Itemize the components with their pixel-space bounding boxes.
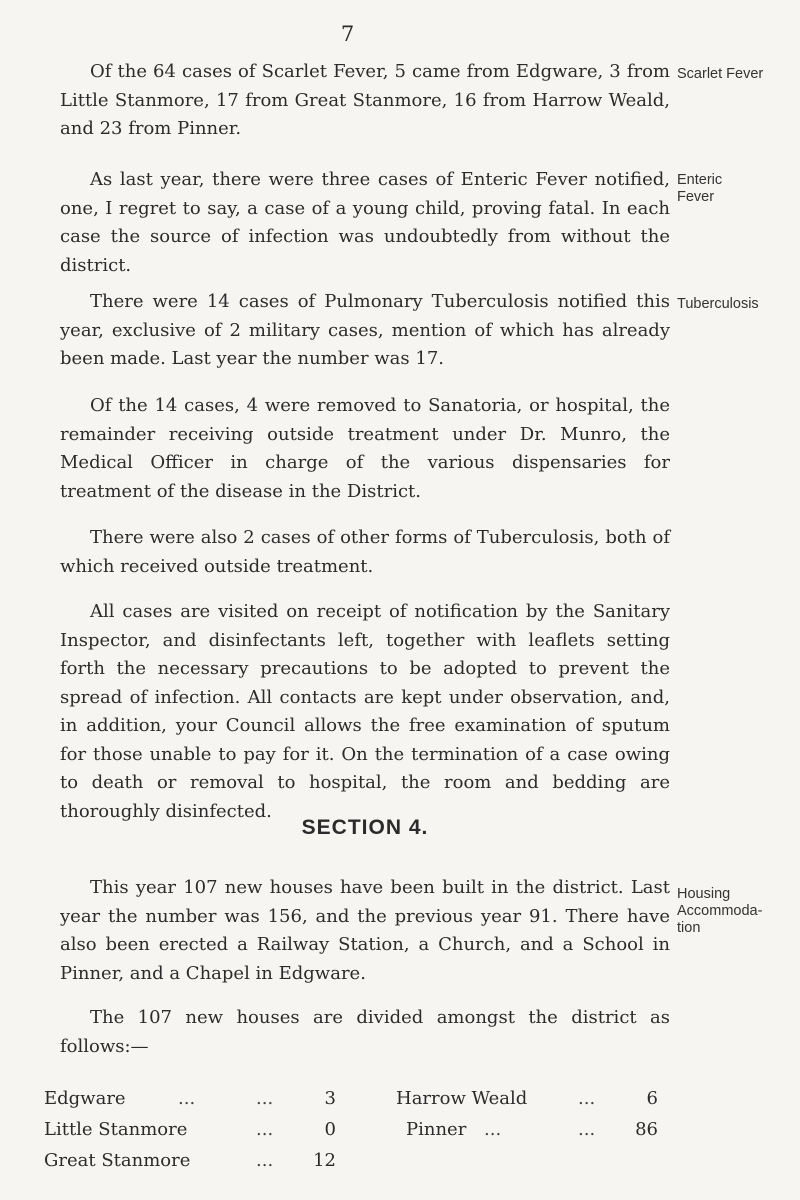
table-row bbox=[44, 1150, 670, 1181]
margin-note-housing: Housing Accommoda-tion bbox=[677, 886, 763, 936]
leader-dots: ... bbox=[256, 1119, 274, 1140]
section-heading: SECTION 4. bbox=[301, 816, 429, 839]
margin-note-scarlet-fever: Scarlet Fever bbox=[677, 66, 764, 82]
house-count: 12 bbox=[313, 1150, 336, 1171]
housing-distribution-table bbox=[44, 1088, 670, 1181]
leader-dots: ... bbox=[578, 1088, 596, 1109]
table-row bbox=[44, 1088, 670, 1119]
paragraph-notification-procedure: All cases are visited on receipt of notification by the Sanitary Inspector, and disinfectants left, together with leaflets setting forth the necessary precautions to be adopted to prevent the spread of infection. All contacts are kept under observation, and, in addition, your Council allows the free examination of sputum for those unable to pay for it. On the termination of a case owing to death or removal to hospital, the room and bedding are thoroughly disinfected. bbox=[60, 601, 670, 822]
paragraph-sanatoria: Of the 14 cases, 4 were removed to Sanatoria, or hospital, the remainder receiving outside treatment under Dr. Munro, the Medical Officer in charge of the various dispensaries for treatment of the disease in the District. bbox=[60, 395, 670, 502]
leader-dots: ... bbox=[178, 1088, 196, 1109]
paragraph-other-tuberculosis: There were also 2 cases of other forms of Tuberculosis, both of which received outside treatment. bbox=[60, 527, 670, 577]
paragraph-new-houses: This year 107 new houses have been built in the district. Last year the number was 156, and the previous year 91. There have also been erected a Railway Station, a Church, and a School in Pinner, and a Chapel in Edgware. bbox=[60, 877, 670, 984]
margin-note-enteric-fever: Enteric Fever bbox=[677, 172, 723, 205]
leader-dots: ... bbox=[578, 1119, 596, 1140]
leader-dots: ... bbox=[256, 1150, 274, 1171]
paragraph-scarlet-fever: Of the 64 cases of Scarlet Fever, 5 came from Edgware, 3 from Little Stanmore, 17 from Great Stanmore, 16 from Harrow Weald, and 23 from Pinner. bbox=[60, 61, 670, 139]
table-row bbox=[44, 1119, 670, 1150]
district-name: Pinner bbox=[406, 1119, 467, 1140]
house-count: 86 bbox=[635, 1119, 658, 1140]
house-count: 0 bbox=[324, 1119, 336, 1140]
margin-note-tuberculosis: Tuberculosis bbox=[677, 296, 759, 312]
paragraph-houses-divided: The 107 new houses are divided amongst the district as follows:— bbox=[60, 1007, 670, 1057]
house-count: 3 bbox=[324, 1088, 336, 1109]
district-name: Edgware bbox=[44, 1088, 126, 1109]
paragraph-pulmonary-tuberculosis: There were 14 cases of Pulmonary Tuberculosis notified this year, exclusive of 2 military cases, mention of which has already been made. Last year the number was 17. bbox=[60, 291, 670, 369]
leader-dots: ... bbox=[484, 1119, 502, 1140]
house-count: 6 bbox=[646, 1088, 658, 1109]
district-name: Great Stanmore bbox=[44, 1150, 191, 1171]
district-name: Harrow Weald bbox=[396, 1088, 528, 1109]
leader-dots: ... bbox=[256, 1088, 274, 1109]
paragraph-enteric-fever: As last year, there were three cases of Enteric Fever notified, one, I regret to say, a case of a young child, proving fatal. In each case the source of infection was undoubtedly from without the district. bbox=[60, 169, 670, 276]
page-number: 7 bbox=[340, 22, 355, 46]
district-name: Little Stanmore bbox=[44, 1119, 188, 1140]
